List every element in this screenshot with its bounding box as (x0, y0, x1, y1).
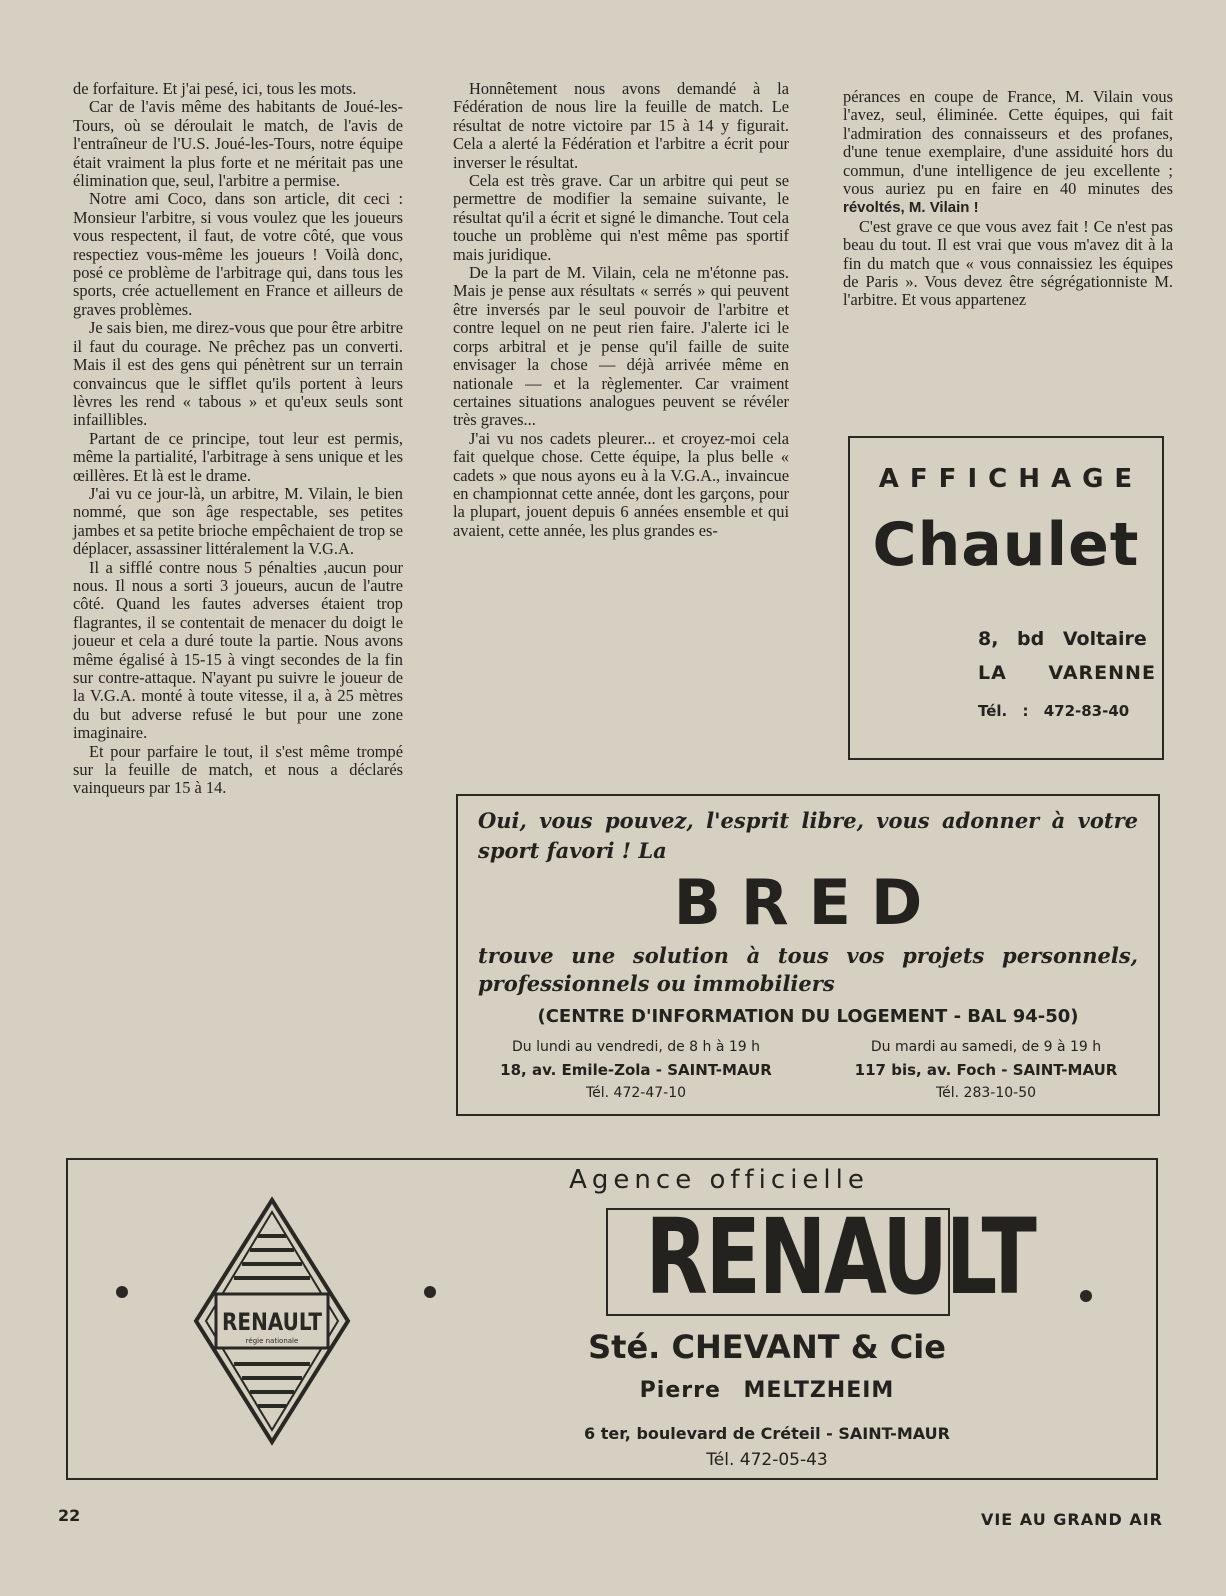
ad-bred-intro: Oui, vous pouvez, l'esprit libre, vous adonner à votre sport favori ! La (478, 808, 1138, 863)
article-paragraph: Cela est très grave. Car un arbitre qui peut se permettre de modifier la semaine suivante, le résultat qu'il a écrit et signé le dimanche. Tout cela touche un problème qui n'est même pas sportif mais juridique. (453, 171, 789, 264)
ad-chaulet-phone: Tél. : 472-83-40 (978, 702, 1130, 720)
article-paragraph: Partant de ce principe, tout leur est permis, même la partialité, l'arbitrage à sens unique et les œillères. Et là est le drame. (73, 428, 403, 485)
article-column-2 (453, 80, 789, 540)
branch-address: 18, av. Emile-Zola - SAINT-MAUR (500, 1061, 772, 1079)
magazine-name: VIE AU GRAND AIR (980, 1510, 1163, 1529)
article-paragraph: de forfaiture. Et j'ai pesé, ici, tous les mots. (73, 79, 357, 98)
ad-chaulet (848, 436, 1164, 760)
ad-renault-phone: Tél. 472-05-43 (706, 1450, 828, 1470)
renault-diamond-logo (192, 1196, 352, 1446)
ad-renault-agency: Agence officielle (569, 1165, 869, 1195)
article-column-1 (73, 80, 403, 798)
ad-bred-tagline: trouve une solution à tous vos projets personnels, professionnels ou immobiliers (478, 943, 1138, 996)
ad-bred-center: (CENTRE D'INFORMATION DU LOGEMENT - BAL 94-50) (537, 1006, 1079, 1027)
branch-hours: Du lundi au vendredi, de 8 h à 19 h (511, 1039, 761, 1055)
article-paragraph: pérances en coupe de France, M. Vilain vous l'avez, seul, éliminée. Cette équipes, qui fait l'admiration des connaisseurs et des profanes, d'une tenue exemplaire, d'une assiduité hors du commun, d'une intelligence de jeu excellente ; vous auriez pu en faire en 40 minutes des révoltés, M. Vilain ! (843, 87, 1173, 217)
logo-sub: régie nationale (245, 1337, 299, 1345)
branch-address: 117 bis, av. Foch - SAINT-MAUR (854, 1061, 1118, 1079)
logo-text: RENAULT (222, 1308, 323, 1336)
page-number: 22 (58, 1506, 81, 1525)
decor-dot (424, 1286, 436, 1298)
ad-renault-person: Pierre MELTZHEIM (639, 1378, 895, 1403)
ad-renault-company: Sté. CHEVANT & Cie (588, 1328, 946, 1366)
ad-renault (66, 1158, 1158, 1480)
ad-chaulet-name: Chaulet (872, 510, 1140, 580)
article-paragraph: J'ai vu ce jour-là, un arbitre, M. Vilain, le bien nommé, que son âge respectable, ses petites jambes et sa petite brioche empêchaient de trop se déplacer, assassiner littéralement la V.G.A. (73, 483, 403, 559)
article-paragraph: J'ai vu nos cadets pleurer... et croyez-moi cela fait quelque chose. Cette équipe, la plus belle « cadets » que nous ayons eu à la V.G.A., invaincue en championnat cette année, dont les garçons, pour la plupart, jouent depuis 6 années ensemble et qui avaient, cette année, les plus grandes es- (453, 428, 789, 540)
decor-dot (1080, 1290, 1092, 1302)
ad-chaulet-street: 8, bd Voltaire (978, 628, 1147, 650)
ad-bred-branch-right (826, 1036, 1146, 1105)
ad-bred-logo: BRED (673, 866, 943, 939)
bold-phrase: révoltés, M. Vilain ! (843, 199, 979, 217)
article-paragraph: Et pour parfaire le tout, il s'est même trompé sur la feuille de match, et nous a déclarés vainqueurs par 15 à 14. (73, 741, 403, 798)
branch-phone: Tél. 283-10-50 (935, 1085, 1037, 1101)
article-paragraph: C'est grave ce que vous avez fait ! Ce n'est pas beau du tout. Il est vrai que vous m'avez dit à la fin du match que « vous connaissiez les équipes de Paris ». Vous devez être ségrégationniste M. l'arbitre. Et vous appartenez (843, 216, 1173, 310)
article-paragraph: Honnêtement nous avons demandé à la Fédération de nous lire la feuille de match. Le résultat de notre victoire par 15 à 14 y figurait. Cela a alerté la Fédération et l'arbitre a écrit pour inverser le résultat. (453, 79, 789, 172)
ad-bred-branch-left (476, 1036, 796, 1105)
ad-bred (456, 794, 1160, 1116)
ad-renault-address: 6 ter, boulevard de Créteil - SAINT-MAUR (584, 1424, 950, 1443)
ad-renault-brand-box (606, 1196, 1035, 1318)
decor-dot (116, 1286, 128, 1298)
article-paragraph: Il a sifflé contre nous 5 pénalties ,aucun pour nous. Il nous a sorti 3 joueurs, aucun de l'autre côté. Quand les fautes adverses étaient trop flagrantes, il se contentait de menacer du doigt le joueur et cela a duré toute la partie. Nous avons même égalisé à 15-15 à vingt secondes de la fin sur contre-attaque. N'ayant pu suivre le joueur de la V.G.A. monté à toute vitesse, il a, à 25 mètres du but adverse refusé le but pour une zone imaginaire. (73, 557, 403, 743)
article-paragraph: Car de l'avis même des habitants de Joué-les-Tours, où se déroulait le match, de l'avis de l'entraîneur de l'U.S. Joué-les-Tours, notre équipe était vraiment la plus forte et ne méritait pas une élimination que, seul, l'arbitre a permise. (73, 97, 403, 191)
ad-renault-brand: RENAULT (645, 1196, 1035, 1318)
branch-hours: Du mardi au samedi, de 9 à 19 h (870, 1039, 1102, 1055)
ad-chaulet-city: LA VARENNE (978, 662, 1156, 684)
article-column-3 (843, 88, 1173, 310)
article-paragraph: Notre ami Coco, dans son article, dit ceci : Monsieur l'arbitre, si vous voulez que les joueurs vous respectent, il faut, de votre côté, que vous respectiez vous-même les joueurs ! Voilà donc, posé ce problème de l'arbitrage qui, dans tous les sports, crée actuellement en France et ailleurs de graves problèmes. (73, 189, 403, 319)
article-paragraph: Je sais bien, me direz-vous que pour être arbitre il faut du courage. Ne prêchez pas un converti. Mais il est des gens qui pénètrent sur un terrain convaincus que le sifflet qu'ils portent à leurs lèvres les rend « tabous » et qu'eux seuls sont infaillibles. (73, 318, 403, 430)
branch-phone: Tél. 472-47-10 (585, 1085, 687, 1101)
article-paragraph: De la part de M. Vilain, cela ne m'étonne pas. Mais je pense aux résultats « serrés » qui peuvent être inversés par le seul pouvoir de l'arbitre et contre lequel on ne peut rien faire. J'alerte ici le corps arbitral et je pense qu'il faille de suite envisager la chose — déjà arrivée même en nationale — et la règlementer. Car vraiment certaines situations analogues peuvent se révéler très graves... (453, 263, 789, 430)
ad-chaulet-heading: AFFICHAGE (878, 464, 1144, 494)
